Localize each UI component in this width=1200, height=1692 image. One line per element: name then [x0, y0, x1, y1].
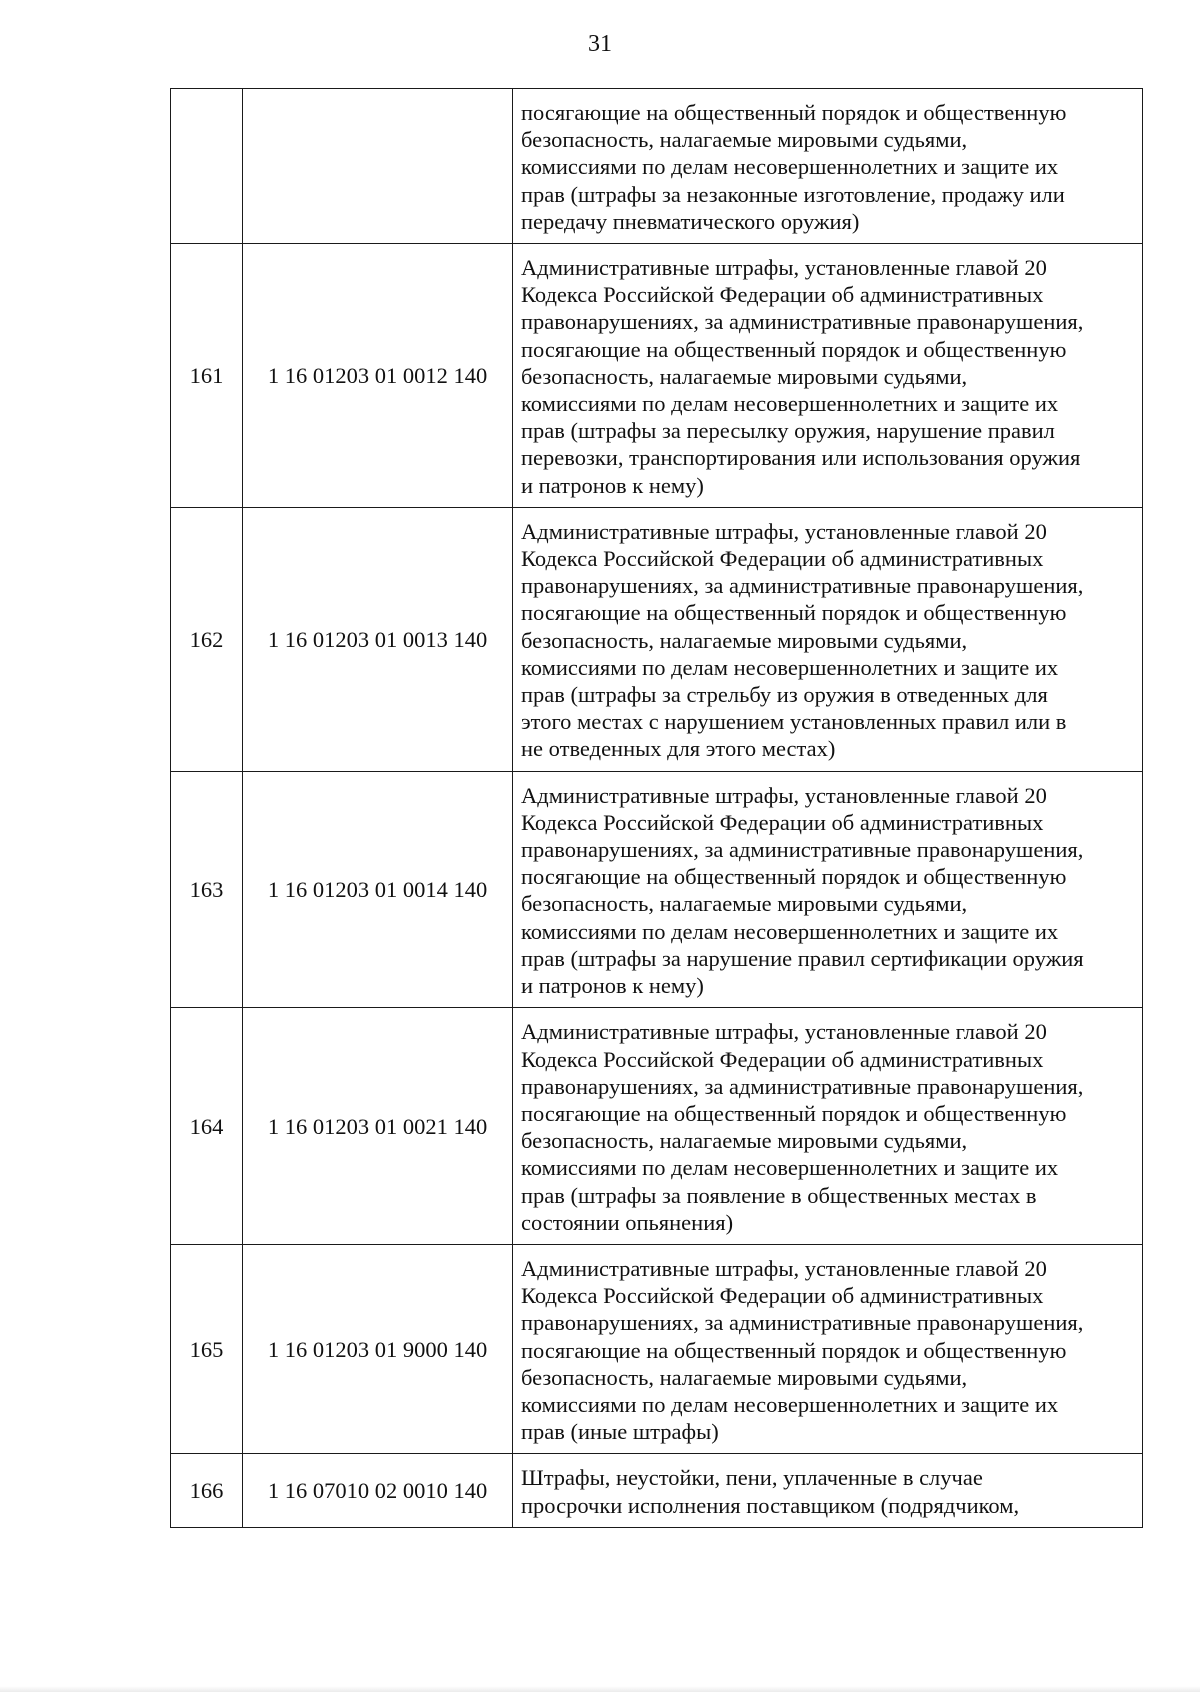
budget-code-cell: 1 16 01203 01 0012 140 [243, 244, 513, 508]
page-number: 31 [588, 31, 612, 57]
row-number-cell: 166 [171, 1454, 243, 1527]
budget-code-cell: 1 16 01203 01 0013 140 [243, 507, 513, 771]
description-cell [513, 89, 1143, 244]
description-cell [513, 771, 1143, 1008]
description-cell [513, 244, 1143, 508]
row-number-cell: 165 [171, 1244, 243, 1453]
table-row [171, 771, 1143, 1008]
description-cell [513, 1008, 1143, 1245]
description-text: Административные штрафы, установленные главой 20 Кодекса Российской Федерации об административных правонарушениях, за административные правонарушения, посягающие на общественный порядок и общественную безопасность, налагаемые мировыми судьями, комиссиями по делам несовершеннолетних и защите их прав (штрафы за появление в общественных местах в состоянии опьянения) [521, 1019, 1084, 1235]
row-number-cell: 161 [171, 244, 243, 508]
description-cell [513, 507, 1143, 771]
page-bottom-edge [0, 1686, 1200, 1692]
description-text: Административные штрафы, установленные главой 20 Кодекса Российской Федерации об административных правонарушениях, за административные правонарушения, посягающие на общественный порядок и общественную безопасность, налагаемые мировыми судьями, комиссиями по делам несовершеннолетних и защите их прав (штрафы за пересылку оружия, нарушение правил перевозки, транспортирования или использования оружия и патронов к нему) [521, 255, 1084, 498]
description-text: посягающие на общественный порядок и общественную безопасность, налагаемые мировыми судьями, комиссиями по делам несовершеннолетних и защите их прав (штрафы за незаконные изготовление, продажу или передачу пневматического оружия) [521, 100, 1067, 234]
description-text: Административные штрафы, установленные главой 20 Кодекса Российской Федерации об административных правонарушениях, за административные правонарушения, посягающие на общественный порядок и общественную безопасность, налагаемые мировыми судьями, комиссиями по делам несовершеннолетних и защите их прав (штрафы за нарушение правил сертификации оружия и патронов к нему) [521, 782, 1084, 999]
table-row [171, 244, 1143, 508]
description-text: Штрафы, неустойки, пени, уплаченные в случае просрочки исполнения поставщиком (подрядчиком, [521, 1465, 1020, 1518]
budget-code-table [170, 88, 1143, 1528]
table-row [171, 1008, 1143, 1245]
budget-code-cell: 1 16 01203 01 0021 140 [243, 1008, 513, 1245]
description-text: Административные штрафы, установленные главой 20 Кодекса Российской Федерации об административных правонарушениях, за административные правонарушения, посягающие на общественный порядок и общественную безопасность, налагаемые мировыми судьями, комиссиями по делам несовершеннолетних и защите их прав (штрафы за стрельбу из оружия в отведенных для этого местах с нарушением установленных правил или в не отведенных для этого местах) [521, 518, 1084, 762]
description-cell [513, 1244, 1143, 1453]
row-number-cell: 162 [171, 507, 243, 771]
table-row [171, 1454, 1143, 1527]
table-row [171, 1244, 1143, 1453]
budget-code-cell: 1 16 01203 01 0014 140 [243, 771, 513, 1008]
table-row [171, 89, 1143, 244]
row-number-cell: 164 [171, 1008, 243, 1245]
description-cell [513, 1454, 1143, 1527]
budget-code-cell [243, 89, 513, 244]
table-row [171, 507, 1143, 771]
row-number-cell [171, 89, 243, 244]
budget-code-cell: 1 16 07010 02 0010 140 [243, 1454, 513, 1527]
description-text: Административные штрафы, установленные главой 20 Кодекса Российской Федерации об административных правонарушениях, за административные правонарушения, посягающие на общественный порядок и общественную безопасность, налагаемые мировыми судьями, комиссиями по делам несовершеннолетних и защите их прав (иные штрафы) [521, 1255, 1084, 1445]
row-number-cell: 163 [171, 771, 243, 1008]
budget-code-cell: 1 16 01203 01 9000 140 [243, 1244, 513, 1453]
